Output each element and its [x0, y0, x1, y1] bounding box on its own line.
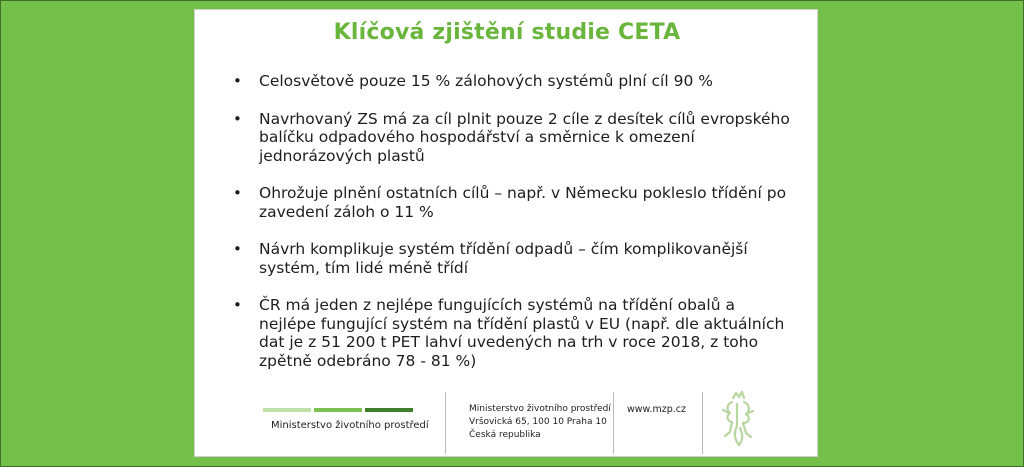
footer-divider: [702, 392, 703, 454]
website-link[interactable]: www.mzp.cz: [627, 404, 686, 415]
bullet-item: • Celosvětově pouze 15 % zálohových systémů plní cíl 90 %: [225, 72, 795, 91]
brand-bar-light: [263, 408, 311, 412]
bullet-item: • Návrh komplikuje systém třídění odpadů – čím komplikovanější systém, tím lidé méně třídí: [225, 240, 795, 277]
bullet-item: • Ohrožuje plnění ostatních cílů – např. v Německu pokleslo třídění po zavedení záloh o 11 %: [225, 184, 795, 221]
bullet-item: • Navrhovaný ZS má za cíl plnit pouze 2 cíle z desítek cílů evropského balíčku odpadového hospodářství a směrnice k omezení jednorázových plastů: [225, 110, 795, 166]
czech-lion-icon: [715, 390, 761, 448]
slide-title: Klíčová zjištění studie CETA: [333, 20, 681, 45]
brand-bars: [263, 408, 413, 412]
slide-footer: [195, 386, 819, 458]
bullet-item: • ČR má jeden z nejlépe fungujících systémů na třídění obalů a nejlépe fungující systém na třídění plastů v EU (např. dle aktuálních dat je z 51 200 t PET lahví uvedených na trh v roce 2018, z toho zpětně odebráno 78 - 81 %): [225, 296, 795, 370]
slide: [194, 9, 818, 457]
ministry-address: [469, 403, 611, 442]
bullet-list: [225, 72, 795, 389]
ministry-name: Ministerstvo životního prostředí: [271, 420, 429, 431]
footer-divider: [613, 392, 614, 454]
address-line: Česká republika: [469, 430, 541, 440]
brand-bar-mid: [314, 408, 362, 412]
address-line: Vršovická 65, 100 10 Praha 10: [469, 417, 607, 427]
brand-bar-dark: [365, 408, 413, 412]
address-line: Ministerstvo životního prostředí: [469, 404, 611, 414]
footer-divider: [445, 392, 446, 454]
